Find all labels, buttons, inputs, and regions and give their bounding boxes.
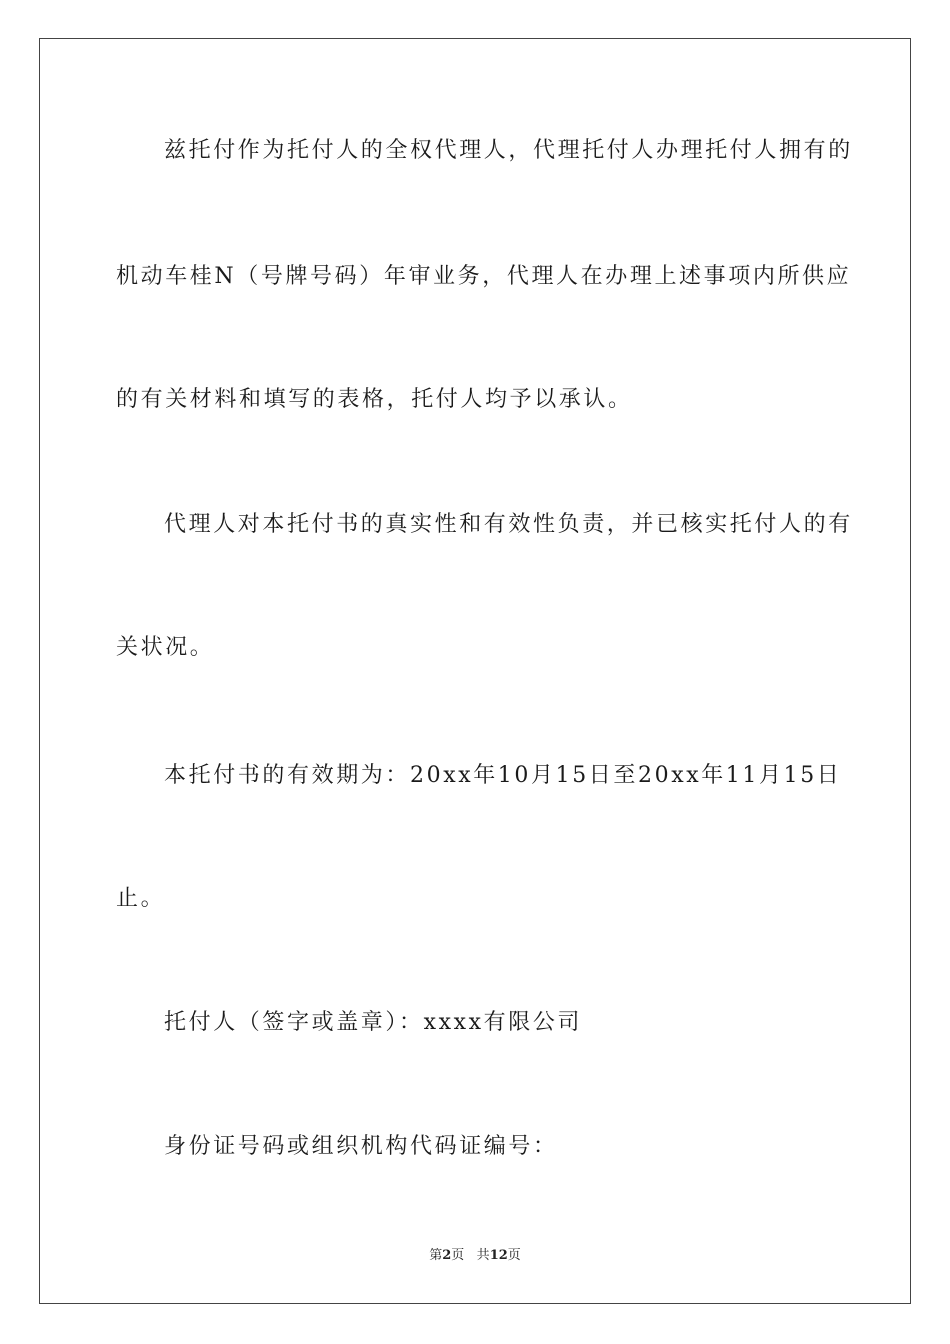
footer-total-suffix: 页 (507, 1248, 521, 1263)
paragraph-2-line-2: 关状况。 (116, 635, 215, 660)
page-footer (0, 1247, 950, 1265)
paragraph-1-line-2: 机动车桂N（号牌号码）年审业务，代理人在办理上述事项内所供应 (116, 264, 852, 289)
paragraph-3-line-1: 本托付书的有效期为：20xx年10月15日至20xx年11月15日 (164, 763, 842, 788)
footer-total-pages: 12 (489, 1248, 508, 1263)
paragraph-4-line-1: 托付人（签字或盖章）：xxxx有限公司 (164, 1010, 583, 1035)
footer-total-prefix: 共 (476, 1248, 490, 1263)
paragraph-5-line-1: 身份证号码或组织机构代码证编号： (164, 1134, 558, 1159)
paragraph-1-line-3: 的有关材料和填写的表格，托付人均予以承认。 (116, 387, 633, 412)
footer-page-number: 2 (442, 1248, 452, 1263)
page-frame (39, 38, 911, 1304)
paragraph-2-line-1: 代理人对本托付书的真实性和有效性负责，并已核实托付人的有 (164, 512, 853, 537)
paragraph-1-line-1: 兹托付作为托付人的全权代理人，代理托付人办理托付人拥有的 (164, 138, 853, 163)
footer-page-suffix: 页 (451, 1248, 465, 1263)
paragraph-3-line-2: 止。 (116, 886, 166, 911)
footer-prefix: 第 (429, 1248, 443, 1263)
